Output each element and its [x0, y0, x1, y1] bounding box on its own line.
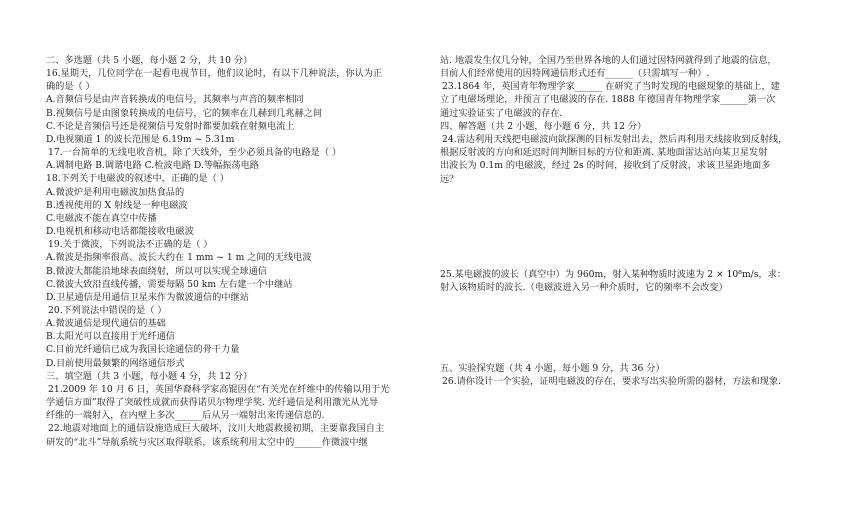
left-text-line: C.目前光纤通信已成为我国长途通信的骨干力量 [46, 344, 240, 355]
left-text-line: 20.下列说法中错误的是（ ） [48, 305, 167, 316]
left-text-line: 三、填空题（共 3 小题，每小题 4 分，共 12 分） [46, 371, 253, 382]
left-text-line: 22.地震对地面上的通信设施造成巨大破坏，汶川大地震救援初期，主要靠我国自主 [48, 423, 385, 434]
left-text-line: 纤维的一端射入，在内壁上多次______后从另一端射出来传递信息的. [46, 410, 325, 421]
left-text-line: D.卫星通信是用通信卫星来作为微波通信的中继站 [46, 292, 249, 303]
right-text-line: 24.雷达利用天线把电磁波向欲探测的目标发射出去，然后再利用天线接收到反射线， [442, 134, 788, 145]
right-text-line: 根据反射波的方向和延迟时间判断目标的方位和距离. 某地面雷达站向某卫星发射 [440, 147, 768, 158]
left-text-line: B.视频信号是由图象转换成的电信号，它的频率在几赫到几兆赫之间 [46, 108, 323, 119]
right-text-line: 四、解答题（共 2 小题，每小题 6 分，共 12 分） [440, 121, 647, 132]
left-text-line: B.微波大都能沿地球表面绕射，所以可以实现全球通信 [46, 266, 267, 277]
left-text-line: A.微波通信是现代通信的基础 [46, 318, 166, 329]
right-text-line: 25.某电磁波的波长（真空中）为 960m，射入某种物质时波速为 2 × 10⁸m/s，求： [440, 269, 787, 280]
left-text-line: A.微波炉是利用电磁波加热食品的 [46, 187, 185, 198]
left-text-line: D.目前使用最频繁的网络通信形式 [46, 358, 185, 369]
left-text-line: A.微波是指频率很高、波长大约在 1 mm ~ 1 m 之间的无线电波 [46, 252, 312, 263]
left-text-line: D.电视频道 1 的波长范围是 6.19m ~ 5.31m [46, 134, 235, 145]
left-text-line: C.不论是音频信号还是视频信号发射时都要加载在射频电流上 [46, 121, 295, 132]
left-text-line: 18.下列关于电磁波的叙述中，正确的是（ ） [46, 173, 229, 184]
left-text-line: 19.关于微波，下列说法不正确的是（ ） [48, 239, 213, 250]
left-text-line: 学通信方面”取得了突破性成就而获得诺贝尔物理学奖. 光纤通信是利用激光从光导 [46, 397, 379, 408]
left-text-line: 21.2009 年 10 月 6 日，英国华裔科学家高锟因在“有关光在纤维中的传输以用于光 [48, 384, 390, 395]
right-text-line: 通过实验证实了电磁波的存在. [440, 108, 563, 119]
left-text-line: A.调制电路 B.调谐电路 C.检波电路 D.等幅振荡电路 [46, 160, 259, 171]
right-text-line: 出波长为 0.1m 的电磁波，经过 2s 的时间，接收到了反射波，求该卫星距地面多 [440, 160, 771, 171]
left-text-line: D.电视机和移动电话都能接收电磁波 [46, 226, 194, 237]
left-text-line: B.透视使用的 X 射线是一种电磁波 [46, 200, 188, 211]
left-text-line: 16.星期天，几位同学在一起看电视节目，他们议论时，有以下几种说法，你认为正 [46, 68, 383, 79]
left-text-line: C.微波大致沿直线传播，需要每隔 50 km 左右建一个中继站 [46, 279, 293, 290]
right-text-line: 站. 地震发生仅几分钟，全国乃至世界各地的人们通过因特网就得到了地震的信息， [440, 55, 777, 66]
left-text-line: 研发的“北斗”导航系统与灾区取得联系，该系统利用太空中的______作微波中继 [46, 437, 368, 448]
left-text-line: 二、多选题（共 5 小题，每小题 2 分，共 10 分） [46, 55, 253, 66]
left-text-line: 确的是（ ） [46, 81, 95, 92]
left-text-line: 17.一台简单的无线电收音机，除了天线外，至少必须具备的电路是（ ） [48, 147, 342, 158]
right-text-line: 立了电磁场理论，并预言了电磁波的存在. 1888 年德国青年物理学家______第一次 [440, 94, 776, 105]
left-text-line: B.太阳光可以直接用于光纤通信 [46, 331, 176, 342]
right-text-line: 目前人们经常使用的因特网通信形式还有______（只需填写一种）. [440, 68, 710, 79]
right-text-line: 五、实验探究题（共 4 小题，每小题 9 分，共 36 分） [440, 363, 665, 374]
right-text-line: 23.1864 年，英国青年物理学家______ 在研究了当时发现的电磁现象的基础上，建 [442, 81, 780, 92]
right-text-line: 射入该物质时的波长.（电磁波进入另一种介质时，它的频率不会改变） [440, 282, 728, 293]
left-text-line: C.电磁波不能在真空中传播 [46, 213, 157, 224]
right-text-line: 远？ [440, 174, 459, 185]
right-text-line: 26.请你设计一个实验，证明电磁波的存在，要求写出实验所需的器材，方法和现象. [442, 376, 782, 387]
left-text-line: A.音频信号是由声音转换成的电信号，其频率与声音的频率相同 [46, 94, 304, 105]
